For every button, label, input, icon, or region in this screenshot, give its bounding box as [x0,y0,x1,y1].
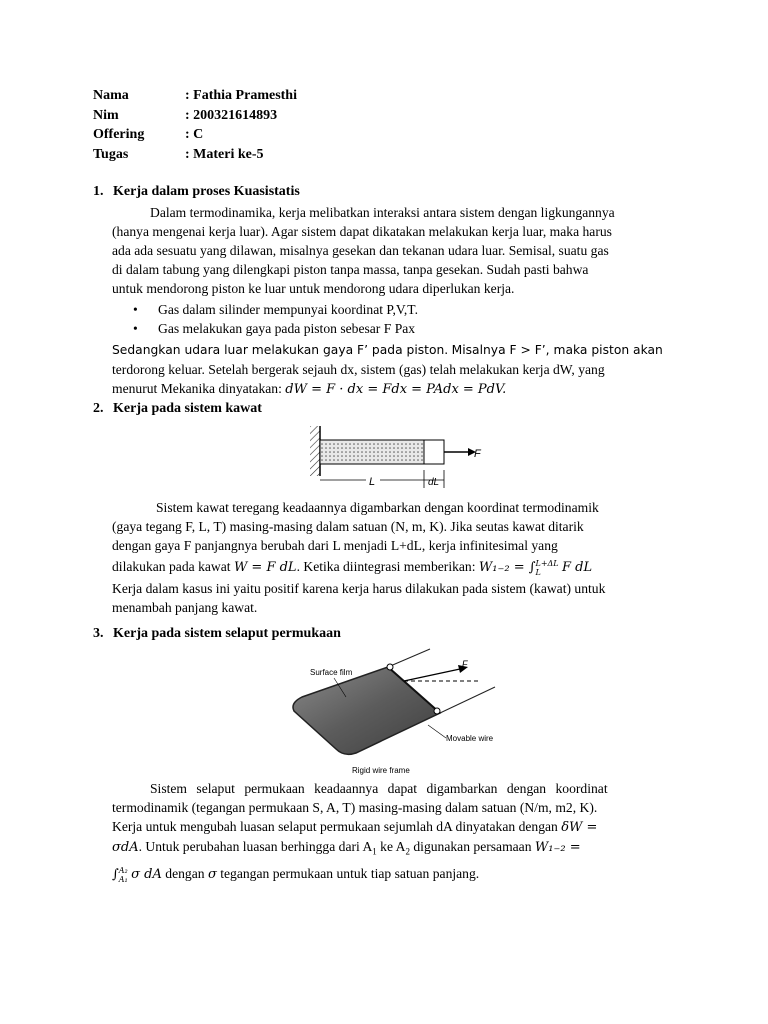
header-row-offering [93,127,203,143]
dl-label: dL [428,477,440,488]
leader-line [428,725,446,738]
text-line: ada ada sesuatu yang dilawan, misalnya gesekan dan tekanan udara luar. Semisal, suatu gas [112,243,609,258]
header-key: Tugas [93,147,129,162]
frame-rail-bottom [440,687,495,713]
header-key: Nim [93,108,119,123]
section-3-heading [93,626,341,642]
bullet-item: • Gas dalam silinder mempunyai koordinat P,V,T. [133,302,419,317]
section-number: 2. [93,401,104,416]
wire-texture [320,442,424,462]
section-2-heading [93,401,262,417]
bullet-item: • Gas melakukan gaya pada piston sebesar F Pax [133,321,416,336]
text-line: Sistem kawat teregang keadaannya digambarkan dengan koordinat termodinamik [156,500,599,515]
section-title: Kerja pada sistem kawat [113,401,262,416]
force-arrow [404,669,460,681]
text-line: σdA. Untuk perubahan luasan berhingga dari $A_1$ ke $A_2$ digunakan persamaan W₁₋₂ = [112,839,581,857]
bullet-text: Gas melakukan gaya pada piston sebesar F Pax [158,321,416,336]
surface-film-label: Surface film [310,668,353,677]
text-line: Sedangkan udara luar melakukan gaya F’ pada piston. Misalnya F > F’, maka piston akan [112,343,663,357]
section-title: Kerja pada sistem selaput permukaan [113,626,341,641]
wire-diagram [300,422,500,492]
section-3-paragraph [112,779,675,886]
section-number: 3. [93,626,104,641]
section-1-heading [93,184,300,200]
text-line: (hanya mengenai kerja luar). Agar sistem dapat dikatakan melakukan kerja luar, maka harus [112,224,612,239]
length-label: L [369,476,376,488]
section-number: 1. [93,184,104,199]
text-line: Kerja dalam kasus ini yaitu positif karena kerja harus dilakukan pada sistem (kawat) untuk [112,581,606,596]
section-title: Kerja dalam proses Kuasistatis [113,184,300,199]
surface-film [293,667,440,754]
rigid-frame-label: Rigid wire frame [352,766,410,775]
header-key: Offering [93,127,145,142]
force-label: F [474,448,481,460]
text-line: dilakukan pada kawat W = F dL. Ketika diintegrasi memberikan: W₁₋₂ = ∫ L+ΔL L F dL [112,558,593,577]
text-line: Dalam termodinamika, kerja melibatkan interaksi antara sistem dengan ligkungannya [150,205,615,220]
text-line: di dalam tabung yang dilengkapi piston tanpa massa, tanpa gesekan. Sudah pasti bahwa [112,262,589,277]
header-value: : Materi ke-5 [185,147,264,162]
text-line: menambah panjang kawat. [112,600,258,615]
wire-joint [387,664,393,670]
section-1-paragraph-2 [112,340,675,399]
wire-joint [434,708,440,714]
movable-wire-label: Movable wire [446,734,494,743]
header-row-nama [93,88,297,104]
text-line: dengan gaya F panjangnya berubah dari L menjadi L+dL, kerja infinitesimal yang [112,538,558,553]
equation: dW = F · dx = Fdx = PAdx = PdV. [285,382,507,397]
wall-hatch [310,426,320,476]
header-row-tugas [93,147,264,163]
header-row-nim [93,108,277,124]
text-line: terdorong keluar. Setelah bergerak sejauh dx, sistem (gas) telah melakukan kerja dW, yang [112,362,605,377]
text-line: untuk mendorong piston ke luar untuk mendorong udara diperlukan kerja. [112,281,515,296]
frame-rail-top [388,649,430,667]
wire-extension [424,440,444,464]
surface-film-diagram [280,645,520,775]
text-line: Sistem selaput permukaan keadaannya dapat digambarkan dengan koordinat [150,781,608,796]
header-value: : C [185,127,204,142]
text-line: (gaya tegang F, L, T) masing-masing dalam satuan (N, m, K). Jika seutas kawat ditarik [112,519,584,534]
header-value: : 200321614893 [185,108,278,123]
header-key: Nama [93,88,129,103]
text-line: ∫ A₂ A₁ σ dA dengan σ tegangan permukaan untuk tiap satuan panjang. [112,865,480,884]
text-line: termodinamik (tegangan permukaan S, A, T) masing-masing dalam satuan (N/m, m2, K). [112,800,598,815]
bullet-text: Gas dalam silinder mempunyai koordinat P,V,T. [158,302,419,317]
force-label: F [462,659,468,669]
text-line: menurut Mekanika dinyatakan: dW = F · dx = Fdx = PAdx = PdV. [112,381,507,397]
section-2-paragraph [112,498,675,617]
text-line: Kerja untuk mengubah luasan selaput permukaan sejumlah dA dinyatakan dengan δW = [112,819,598,835]
header-value: : Fathia Pramesthi [185,88,297,103]
section-1-paragraph [112,203,675,298]
